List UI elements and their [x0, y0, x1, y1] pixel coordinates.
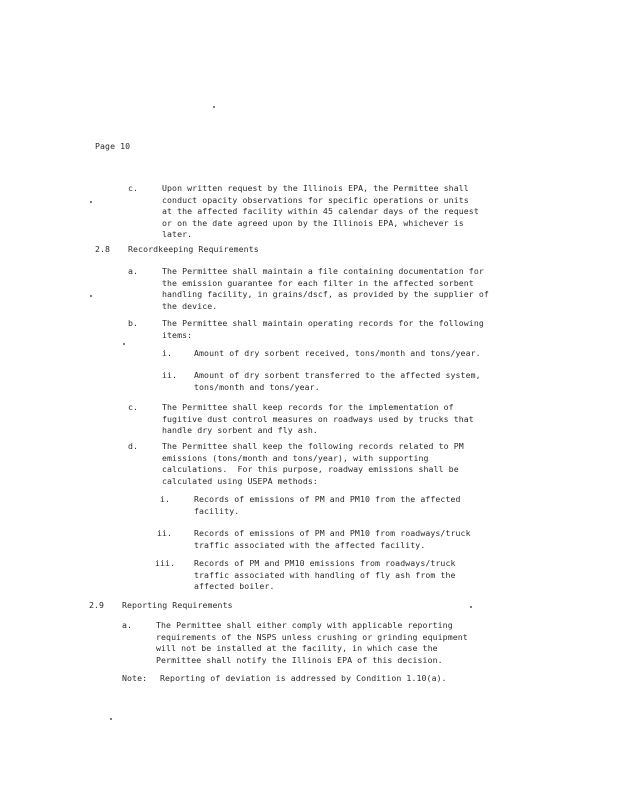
section-2-8-d-ii-marker: ii. — [157, 528, 173, 538]
section-2-8-c-text: The Permittee shall keep records for the implementation of fugitive dust control measures on roadways used by trucks that handle dry sorbent and fly ash. — [162, 402, 474, 435]
section-2-8-b-marker: b. — [128, 318, 139, 328]
section-2-8-d-iii-marker: iii. — [155, 558, 176, 568]
section-2-9-a-marker: a. — [122, 620, 133, 630]
section-2-8-d-text: The Permittee shall keep the following records related to PM emissions (tons/month and tons/year), with supporting calculations. For this purpose, roadway emissions shall be calculated using USEPA methods: — [162, 441, 464, 486]
section-2-8-b-text: The Permittee shall maintain operating records for the following items: — [162, 318, 484, 340]
item-c-marker: c. — [128, 183, 139, 193]
section-2-8-b-i-text: Amount of dry sorbent received, tons/month and tons/year. — [194, 348, 481, 358]
scan-speck — [470, 606, 472, 608]
section-2-8-b-ii-marker: ii. — [162, 370, 178, 380]
scan-speck — [110, 718, 112, 720]
section-2-8-d-marker: d. — [128, 441, 139, 451]
scan-speck — [123, 343, 125, 345]
section-2-8-d-i-text: Records of emissions of PM and PM10 from the affected facility. — [194, 494, 461, 516]
section-2-8-d-iii-text: Records of PM and PM10 emissions from roadways/truck traffic associated with handling of fly ash from the affected boiler. — [194, 558, 456, 591]
page-header: Page 10 — [95, 141, 131, 151]
section-2-8-d-i-marker: i. — [160, 494, 171, 504]
scan-speck — [90, 295, 92, 297]
section-2-8-title: Recordkeeping Requirements — [128, 244, 259, 254]
scan-speck — [90, 201, 92, 203]
section-2-8-number: 2.8 — [95, 244, 111, 254]
section-2-8-d-ii-text: Records of emissions of PM and PM10 from roadways/truck traffic associated with the affected facility. — [194, 528, 471, 550]
note-text: Reporting of deviation is addressed by Condition 1.10(a). — [160, 673, 447, 683]
section-2-9-number: 2.9 — [89, 600, 105, 610]
section-2-8-a-marker: a. — [128, 266, 139, 276]
section-2-8-c-marker: c. — [128, 402, 139, 412]
section-2-9-a-text: The Permittee shall either comply with applicable reporting requirements of the NSPS unless crushing or grinding equipment will not be installed at the facility, in which case the Permittee shall notify the Illinois EPA of this decision. — [156, 620, 468, 665]
section-2-8-a-text: The Permittee shall maintain a file containing documentation for the emission guarantee for each filter in the affected sorbent handling facility, in grains/dscf, as provided by the supplier of the device. — [162, 266, 489, 311]
section-2-9-title: Reporting Requirements — [122, 600, 233, 610]
item-c-text: Upon written request by the Illinois EPA, the Permittee shall conduct opacity observations for specific operations or units at the affected facility within 45 calendar days of the request or on the date agreed upon by the Illinois EPA, whichever is later. — [162, 183, 479, 239]
note-label: Note: — [122, 673, 148, 683]
section-2-8-b-ii-text: Amount of dry sorbent transferred to the affected system, tons/month and tons/year. — [194, 370, 481, 392]
section-2-8-b-i-marker: i. — [162, 348, 173, 358]
scan-speck — [213, 106, 215, 108]
